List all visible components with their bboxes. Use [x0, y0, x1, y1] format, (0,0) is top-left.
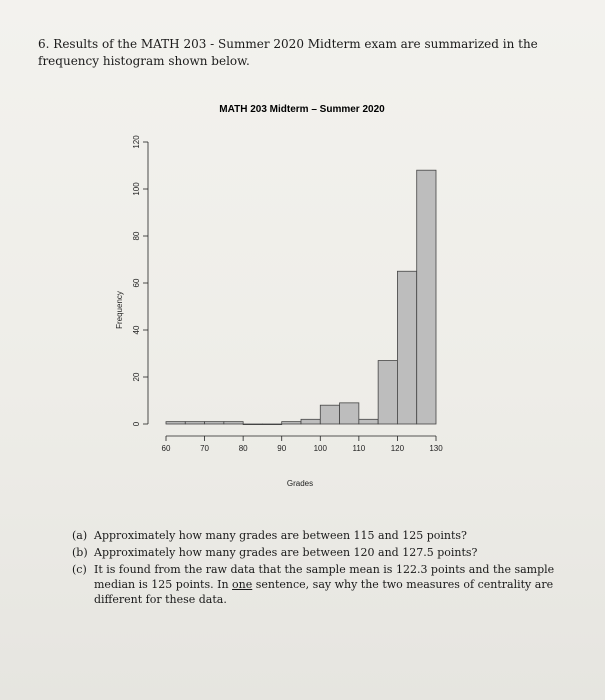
x-axis [162, 436, 444, 453]
question-b [72, 545, 562, 560]
y-axis [132, 135, 148, 426]
histogram-bar [359, 419, 378, 424]
x-axis-label: Grades [286, 479, 314, 488]
question-c-text [94, 562, 562, 607]
bars-group [166, 170, 436, 424]
question-a-text: Approximately how many grades are between 115 and 125 points? [94, 529, 467, 542]
y-axis-label: Frequency [115, 291, 124, 329]
x-tick-label: 60 [161, 444, 171, 453]
histogram-bar [224, 422, 243, 424]
y-tick-label: 80 [132, 231, 141, 241]
question-c-text-before: It is found from the raw data that the sample mean is 122.3 points and the sample median is 125 points. In [94, 563, 555, 591]
histogram-bar [417, 170, 436, 424]
x-tick-label: 110 [352, 444, 366, 453]
problem-number: 6. [38, 37, 50, 51]
question-a [72, 528, 562, 543]
histogram-svg [100, 90, 470, 510]
histogram-bar [340, 403, 359, 424]
x-tick-label: 130 [429, 444, 443, 453]
y-tick-label: 40 [132, 325, 141, 335]
question-c-underlined-word: one [232, 578, 253, 591]
question-c-text-after: sentence, say why the two measures of centrality are different for these data. [94, 578, 554, 606]
histogram-bar [397, 271, 416, 424]
histogram-bar [320, 405, 339, 424]
chart-title: MATH 203 Midterm – Summer 2020 [219, 104, 385, 115]
y-tick-label: 60 [132, 278, 141, 288]
y-tick-label: 20 [132, 372, 141, 382]
question-c-label: (c) [72, 563, 87, 576]
y-tick-label: 100 [132, 182, 141, 196]
y-tick-label: 120 [132, 135, 141, 149]
histogram-bar [166, 422, 185, 424]
histogram-bar [378, 361, 397, 424]
histogram-bar [243, 424, 262, 425]
x-tick-label: 100 [313, 444, 327, 453]
question-b-label: (b) [72, 546, 88, 559]
histogram-bar [301, 419, 320, 424]
x-tick-label: 70 [200, 444, 210, 453]
question-list [72, 528, 562, 609]
problem-statement [38, 36, 578, 70]
question-a-label: (a) [72, 529, 88, 542]
question-b-text: Approximately how many grades are between 120 and 127.5 points? [94, 546, 478, 559]
problem-text: Results of the MATH 203 - Summer 2020 Midterm exam are summarized in the frequency histogram shown below. [38, 37, 538, 68]
x-tick-label: 80 [238, 444, 248, 453]
histogram-bar [185, 422, 204, 424]
histogram-bar [282, 422, 301, 424]
histogram-chart [100, 90, 470, 510]
y-tick-label: 0 [132, 421, 141, 427]
x-tick-label: 90 [277, 444, 287, 453]
histogram-bar [205, 422, 224, 424]
histogram-bar [262, 424, 281, 425]
question-c [72, 562, 562, 607]
x-tick-label: 120 [390, 444, 405, 453]
